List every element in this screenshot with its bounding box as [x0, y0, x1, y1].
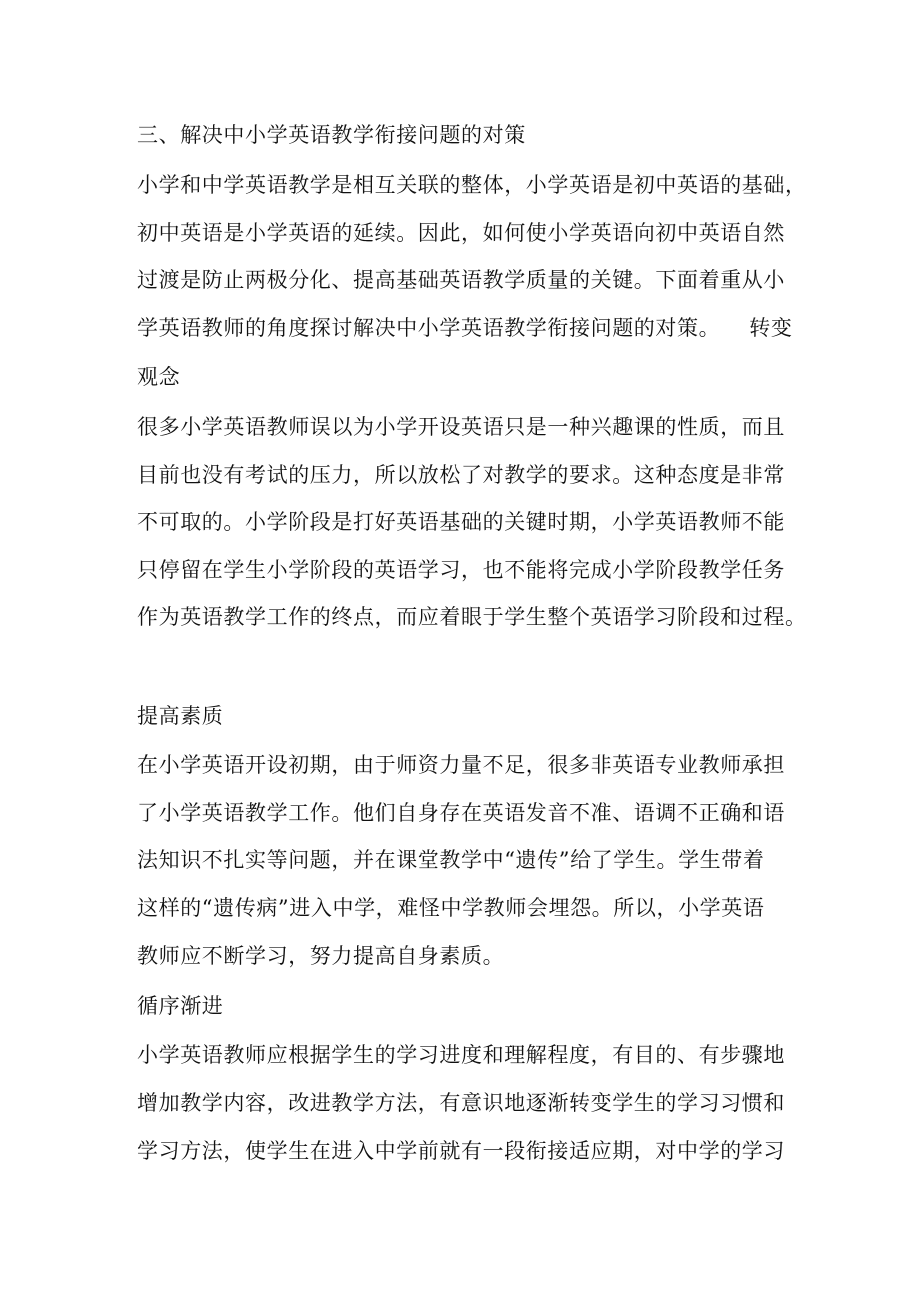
intro-line: 小学和中学英语教学是相互关联的整体，小学英语是初中英语的基础，: [137, 173, 807, 197]
paragraph-line: 不可取的。小学阶段是打好英语基础的关键时期，小学英语教师不能: [137, 510, 785, 534]
paragraph-line: 增加教学内容，改进教学方法，有意识地逐渐转变学生的学习习惯和: [137, 1091, 785, 1115]
section-title: 三、解决中小学英语教学衔接问题的对策: [137, 123, 526, 147]
heading-step-by-step: 循序渐进: [137, 994, 224, 1018]
paragraph-line: 在小学英语开设初期，由于师资力量不足，很多非英语专业教师承担: [137, 753, 785, 777]
paragraph-line: 作为英语教学工作的终点，而应着眼于学生整个英语学习阶段和过程。: [137, 605, 807, 629]
paragraph-line: 只停留在学生小学阶段的英语学习，也不能将完成小学阶段教学任务: [137, 558, 785, 582]
heading-change-concept: 观念: [137, 365, 181, 389]
intro-line: 过渡是防止两极分化、提高基础英语教学质量的关键。下面着重从小: [137, 268, 785, 292]
paragraph-line: 这样的“遗传病”进入中学，难怪中学教师会埋怨。所以，小学英语: [137, 896, 765, 920]
intro-line: 学英语教师的角度探讨解决中小学英语教学衔接问题的对策。 转变: [137, 316, 793, 340]
intro-line: 初中英语是小学英语的延续。因此，如何使小学英语向初中英语自然: [137, 221, 785, 245]
paragraph-line: 小学英语教师应根据学生的学习进度和理解程度，有目的、有步骤地: [137, 1043, 785, 1067]
paragraph-line: 学习方法，使学生在进入中学前就有一段衔接适应期，对中学的学习: [137, 1139, 785, 1163]
paragraph-line: 很多小学英语教师误以为小学开设英语只是一种兴趣课的性质，而且: [137, 415, 785, 439]
paragraph-line: 目前也没有考试的压力，所以放松了对教学的要求。这种态度是非常: [137, 463, 785, 487]
paragraph-line: 法知识不扎实等问题，并在课堂教学中“遗传”给了学生。学生带着: [137, 848, 765, 872]
paragraph-line: 了小学英语教学工作。他们自身存在英语发音不准、语调不正确和语: [137, 801, 785, 825]
heading-improve-quality: 提高素质: [137, 704, 224, 728]
paragraph-line: 教师应不断学习，努力提高自身素质。: [137, 944, 505, 968]
